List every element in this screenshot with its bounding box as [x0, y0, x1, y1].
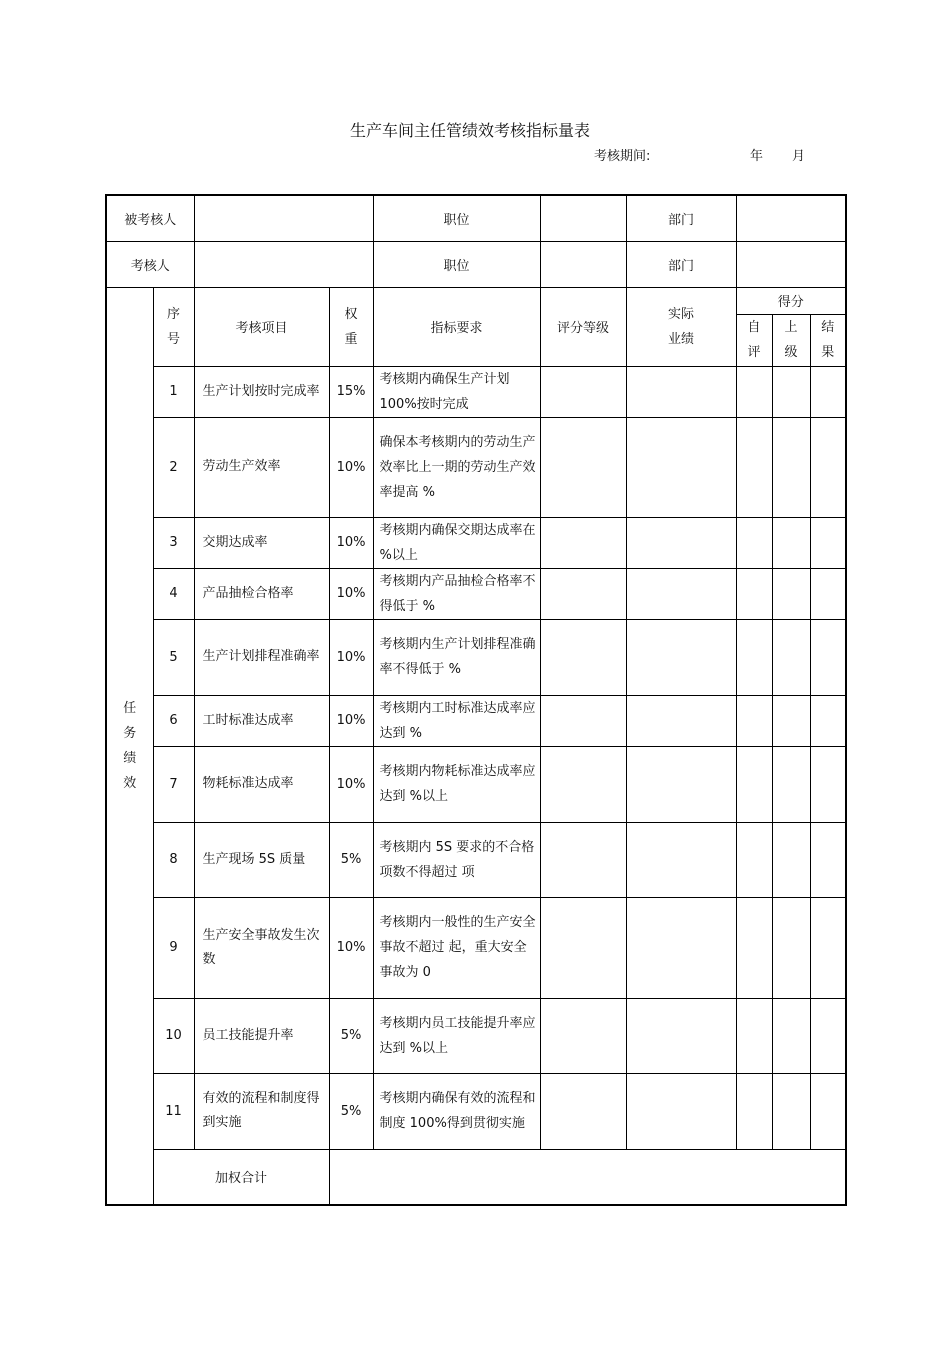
row-actual[interactable] [626, 619, 736, 695]
row-weight: 15% [329, 366, 373, 417]
row-no: 5 [153, 619, 194, 695]
row-superior-score[interactable] [772, 998, 810, 1073]
category-cell [106, 287, 153, 1205]
row-requirement: 考核期内确保交期达成率在 %以上 [373, 517, 540, 568]
row-superior-score[interactable] [772, 517, 810, 568]
row-requirement: 考核期内确保生产计划 100%按时完成 [373, 366, 540, 417]
examiner-department-label: 部门 [626, 241, 736, 287]
total-row [106, 1149, 846, 1205]
row-superior-score[interactable] [772, 417, 810, 517]
row-superior-score[interactable] [772, 897, 810, 998]
row-grade[interactable] [540, 1073, 626, 1149]
table-row [106, 568, 846, 619]
row-weight: 10% [329, 568, 373, 619]
row-result[interactable] [810, 746, 846, 822]
row-grade[interactable] [540, 366, 626, 417]
row-actual[interactable] [626, 746, 736, 822]
row-no: 10 [153, 998, 194, 1073]
row-grade[interactable] [540, 517, 626, 568]
row-no: 7 [153, 746, 194, 822]
row-weight: 5% [329, 1073, 373, 1149]
row-grade[interactable] [540, 619, 626, 695]
row-requirement: 考核期内物耗标准达成率应达到 %以上 [373, 746, 540, 822]
row-result[interactable] [810, 695, 846, 746]
period-year: 年 [750, 149, 764, 164]
row-item: 生产现场 5S 质量 [194, 822, 329, 897]
examinee-position-label: 职位 [373, 195, 540, 241]
examiner-row [106, 241, 846, 287]
category-label: 任务绩效 [123, 700, 137, 791]
row-weight: 10% [329, 746, 373, 822]
row-result[interactable] [810, 417, 846, 517]
table-row [106, 897, 846, 998]
row-self-score[interactable] [736, 366, 772, 417]
row-superior-score[interactable] [772, 746, 810, 822]
row-self-score[interactable] [736, 1073, 772, 1149]
total-value[interactable] [329, 1149, 846, 1205]
row-item: 交期达成率 [194, 517, 329, 568]
row-item: 员工技能提升率 [194, 998, 329, 1073]
row-requirement: 考核期内一般性的生产安全事故不超过 起，重大安全事故为 0 [373, 897, 540, 998]
row-self-score[interactable] [736, 746, 772, 822]
row-item: 有效的流程和制度得到实施 [194, 1073, 329, 1149]
row-actual[interactable] [626, 897, 736, 998]
row-result[interactable] [810, 822, 846, 897]
table-row [106, 517, 846, 568]
row-weight: 10% [329, 517, 373, 568]
row-actual[interactable] [626, 695, 736, 746]
examinee-position-value[interactable] [540, 195, 626, 241]
row-actual[interactable] [626, 998, 736, 1073]
row-actual[interactable] [626, 568, 736, 619]
row-no: 9 [153, 897, 194, 998]
row-actual[interactable] [626, 417, 736, 517]
row-self-score[interactable] [736, 619, 772, 695]
examinee-label: 被考核人 [106, 195, 194, 241]
row-result[interactable] [810, 998, 846, 1073]
requirement-header: 指标要求 [373, 287, 540, 366]
row-actual[interactable] [626, 366, 736, 417]
page-title: 生产车间主任管绩效考核指标量表 [349, 121, 590, 140]
row-grade[interactable] [540, 897, 626, 998]
row-actual[interactable] [626, 822, 736, 897]
row-result[interactable] [810, 619, 846, 695]
row-weight: 10% [329, 619, 373, 695]
total-label: 加权合计 [153, 1149, 329, 1205]
row-requirement: 考核期内产品抽检合格率不得低于 % [373, 568, 540, 619]
row-grade[interactable] [540, 998, 626, 1073]
period-month: 月 [792, 149, 806, 164]
row-requirement: 考核期内员工技能提升率应达到 %以上 [373, 998, 540, 1073]
superior-header: 上级 [772, 314, 810, 366]
row-no: 2 [153, 417, 194, 517]
row-superior-score[interactable] [772, 619, 810, 695]
examinee-department-label: 部门 [626, 195, 736, 241]
self-header: 自评 [736, 314, 772, 366]
row-result[interactable] [810, 568, 846, 619]
row-self-score[interactable] [736, 822, 772, 897]
row-self-score[interactable] [736, 695, 772, 746]
row-self-score[interactable] [736, 417, 772, 517]
weight-header: 权重 [329, 287, 373, 366]
table-row [106, 822, 846, 897]
row-self-score[interactable] [736, 517, 772, 568]
table-row [106, 417, 846, 517]
row-item: 产品抽检合格率 [194, 568, 329, 619]
row-grade[interactable] [540, 568, 626, 619]
row-no: 1 [153, 366, 194, 417]
row-item: 生产计划按时完成率 [194, 366, 329, 417]
row-weight: 10% [329, 695, 373, 746]
row-superior-score[interactable] [772, 1073, 810, 1149]
examiner-label: 考核人 [106, 241, 194, 287]
table-row [106, 746, 846, 822]
row-grade[interactable] [540, 695, 626, 746]
row-grade[interactable] [540, 746, 626, 822]
row-superior-score[interactable] [772, 822, 810, 897]
row-weight: 5% [329, 998, 373, 1073]
row-superior-score[interactable] [772, 695, 810, 746]
row-no: 4 [153, 568, 194, 619]
table-row [106, 366, 846, 417]
assessment-table [105, 194, 847, 1206]
row-item: 劳动生产效率 [194, 417, 329, 517]
row-item: 工时标准达成率 [194, 695, 329, 746]
column-header-row [106, 287, 846, 314]
table-row [106, 1073, 846, 1149]
row-no: 11 [153, 1073, 194, 1149]
examiner-position-label: 职位 [373, 241, 540, 287]
row-weight: 5% [329, 822, 373, 897]
row-weight: 10% [329, 417, 373, 517]
examiner-department-value[interactable] [736, 241, 846, 287]
row-requirement: 考核期内工时标准达成率应达到 % [373, 695, 540, 746]
row-result[interactable] [810, 366, 846, 417]
examiner-value[interactable] [194, 241, 373, 287]
row-grade[interactable] [540, 417, 626, 517]
row-actual[interactable] [626, 517, 736, 568]
examinee-row [106, 195, 846, 241]
row-item: 生产计划排程准确率 [194, 619, 329, 695]
table-row [106, 695, 846, 746]
row-requirement: 考核期内生产计划排程准确率不得低于 % [373, 619, 540, 695]
row-item: 生产安全事故发生次数 [194, 897, 329, 998]
row-result[interactable] [810, 897, 846, 998]
period-label: 考核期间: [594, 149, 651, 164]
result-header: 结果 [810, 314, 846, 366]
examinee-value[interactable] [194, 195, 373, 241]
actual-header: 实际业绩 [626, 287, 736, 366]
row-requirement: 考核期内确保有效的流程和制度 100%得到贯彻实施 [373, 1073, 540, 1149]
grade-header: 评分等级 [540, 287, 626, 366]
row-superior-score[interactable] [772, 366, 810, 417]
row-no: 8 [153, 822, 194, 897]
examiner-position-value[interactable] [540, 241, 626, 287]
row-grade[interactable] [540, 822, 626, 897]
row-requirement: 考核期内 5S 要求的不合格项数不得超过 项 [373, 822, 540, 897]
score-header: 得分 [736, 287, 846, 314]
row-no: 3 [153, 517, 194, 568]
row-self-score[interactable] [736, 568, 772, 619]
row-item: 物耗标准达成率 [194, 746, 329, 822]
row-superior-score[interactable] [772, 568, 810, 619]
row-result[interactable] [810, 1073, 846, 1149]
table-row [106, 998, 846, 1073]
row-self-score[interactable] [736, 897, 772, 998]
examinee-department-value[interactable] [736, 195, 846, 241]
row-weight: 10% [329, 897, 373, 998]
row-result[interactable] [810, 517, 846, 568]
item-header: 考核项目 [194, 287, 329, 366]
table-row [106, 619, 846, 695]
row-no: 6 [153, 695, 194, 746]
seq-header: 序号 [153, 287, 194, 366]
row-actual[interactable] [626, 1073, 736, 1149]
row-self-score[interactable] [736, 998, 772, 1073]
row-requirement: 确保本考核期内的劳动生产效率比上一期的劳动生产效率提高 % [373, 417, 540, 517]
